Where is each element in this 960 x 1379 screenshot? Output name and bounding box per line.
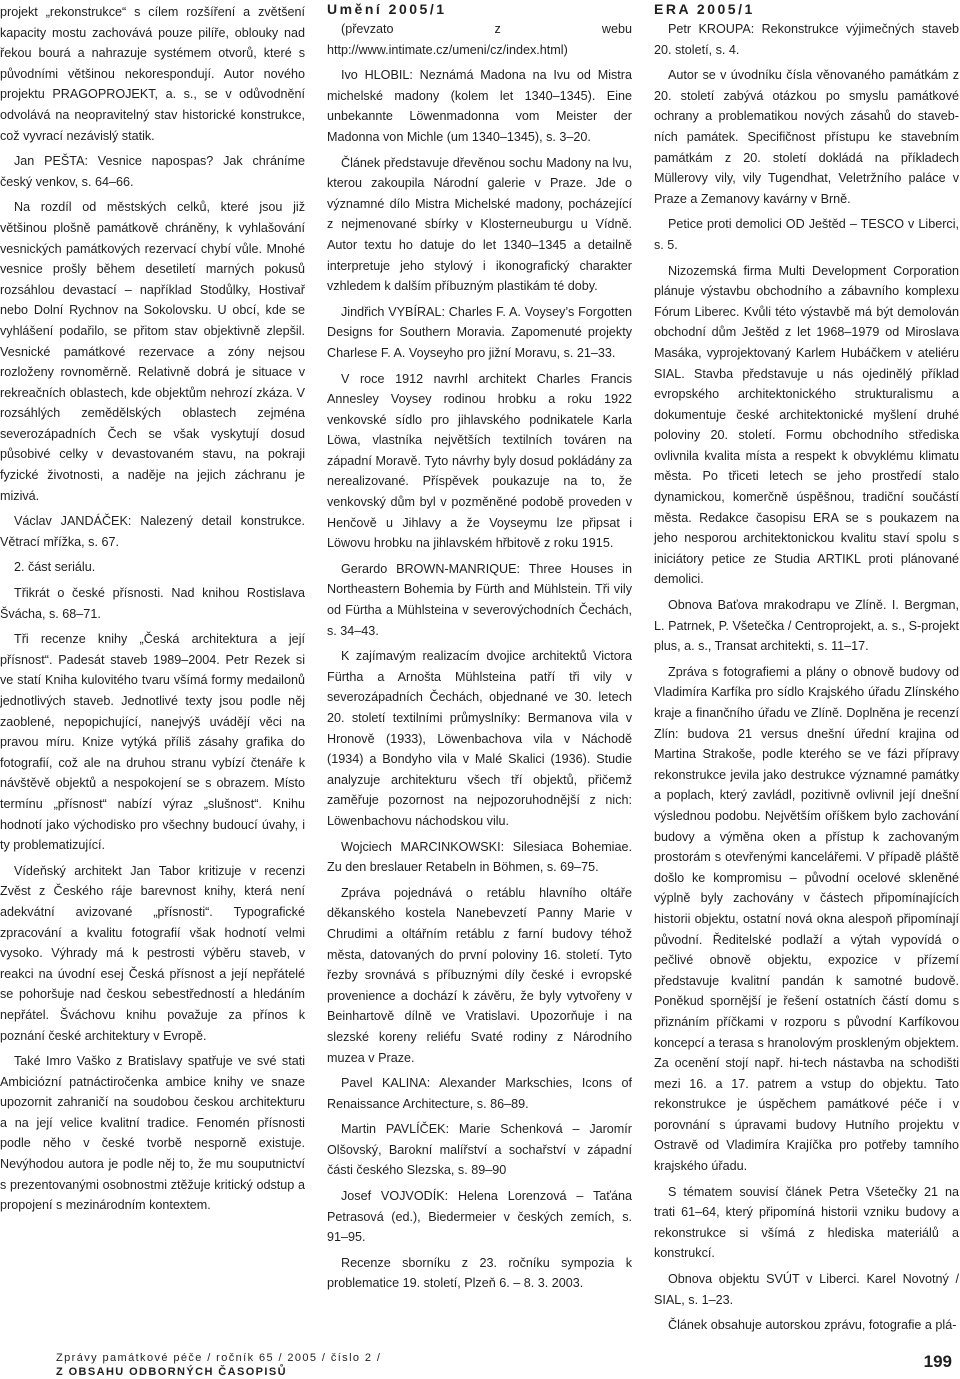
paragraph: Wojciech MARCINKOWSKI: Silesiaca Bohemiae. Zu den breslauer Retabeln in Böhmen, s. 69–75. bbox=[327, 839, 632, 875]
paragraph: 2. část seriálu. bbox=[14, 560, 96, 575]
footer-section-title: Z OBSAHU ODBORNÝCH ČASOPISŮ bbox=[56, 1366, 287, 1378]
paragraph: Autor se v úvodníku čísla věnovaného památkám z 20. století zabývá otázkou po smyslu památkové ochrany a problematikou nových zásahů do staveb-ních památek. Specifičnost přístupu ke stavebním památkám z 20. století dokládá na příkladech Müllerovy vily, vily Tugendhat, Veletržního paláce v Praze a Zemanovy kavárny v Brně. bbox=[654, 68, 959, 206]
paragraph: S tématem souvisí článek Petra Všetečky 21 na trati 61–64, který připomíná historii vzniku budovy a rekonstrukce si všímá z hlediska materiálů a konstrukcí. bbox=[654, 1184, 959, 1261]
section-heading-umeni: Umění 2005/1 bbox=[327, 1, 447, 17]
paragraph: Článek obsahuje autorskou zprávu, fotografie a plá- bbox=[668, 1318, 957, 1333]
paragraph: Pavel KALINA: Alexander Markschies, Icons of Renaissance Architecture, s. 86–89. bbox=[327, 1076, 632, 1111]
footer-journal-line: Zprávy památkové péče / ročník 65 / 2005 / číslo 2 / bbox=[56, 1352, 382, 1364]
paragraph: Josef VOJVODÍK: Helena Lorenzová – Taťána Petrasová (ed.), Biedermeier v českých zemích, s. 91–95. bbox=[327, 1189, 632, 1245]
paragraph: Jindřich VYBÍRAL: Charles F. A. Voysey’s Forgotten Designs for Southern Moravia. Zapomenuté projekty Charlese F. A. Voyseyho pro jižní Moravu, s. 21–33. bbox=[327, 304, 632, 360]
section-heading-era: ERA 2005/1 bbox=[654, 1, 755, 17]
paragraph: Petr KROUPA: Rekonstrukce výjimečných staveb 20. století, s. 4. bbox=[654, 22, 959, 57]
paragraph: Obnova Baťova mrakodrapu ve Zlíně. I. Bergman, L. Patrnek, P. Všetečka / Centroprojekt, a. s., S-projekt plus, a. s., Transat architekti, s. 11–17. bbox=[654, 598, 959, 654]
paragraph: Martin PAVLÍČEK: Marie Schenková – Jaromír Olšovský, Barokní malířství a sochařství v západní části českého Slezska, s. 89–90 bbox=[327, 1122, 632, 1178]
paragraph: Václav JANDÁČEK: Nalezený detail konstrukce. Větrací mřížka, s. 67. bbox=[0, 514, 305, 549]
column-3 bbox=[654, 0, 959, 1341]
paragraph: Ivo HLOBIL: Neznámá Madona na Ivu od Mistra michelské madony (kolem let 1340–1345). Eine unbekannte Löwenmadonna vom Meister der Madonna von Michle (um 1340–1345), s. 3–20. bbox=[327, 68, 632, 144]
column-2 bbox=[327, 0, 632, 1299]
paragraph: Petice proti demolici OD Ještěd – TESCO v Liberci, s. 5. bbox=[654, 217, 959, 252]
paragraph: Článek představuje dřevěnou sochu Madony na lvu, kterou zakoupila Národní galerie v Praze. Jde o významné dílo Mistra Michelské madony, pocházející z nejmenované sbírky v Klosterneuburgu u Vídně. Autor textu ho datuje do let 1340–1345 a detailně interpretuje jeho stylový i ikonografický charakter vzhledem k dalším příbuzným plastikám té doby. bbox=[327, 155, 632, 294]
paragraph: Také Imro Vaško z Bratislavy spatřuje ve své stati Ambiciózní patnáctiročenka ambice knihy ve snaze upozornit zahraničí na soudobou českou architekturu a na její velice kvalitní tradice. Fenomén přísnosti podle něho v české tvorbě nesporně existuje. Nevýhodou autora je podle něj to, že mu souputnictví s prezentovanými osobnostmi ztěžuje kritický odstup a propojení s mezinárodním kontextem. bbox=[0, 1054, 305, 1213]
paragraph: projekt „rekonstrukce“ s cílem rozšíření a zvětšení kapacity mostu zachovává pouze pilíře, oblouky nad řekou bourá a nahrazuje systémem otvorů, které s původními většinou nekorespondují. Autor nového projektu PRAGOPROJEKT, a. s., se v odůvodnění odvolává na neopravitelný stav historické konstrukce, což vyvrací nezávislý statik. bbox=[0, 5, 305, 143]
paragraph: Jan PEŠTA: Vesnice napospas? Jak chráníme český venkov, s. 64–66. bbox=[0, 154, 305, 189]
paragraph: Gerardo BROWN-MANRIQUE: Three Houses in Northeastern Bohemia by Fürth and Mühlstein. Tři vily od Fürtha a Mühlsteina v severovýchodních Čechách, s. 34–43. bbox=[327, 561, 632, 638]
paragraph: V roce 1912 navrhl architekt Charles Francis Annesley Voysey rodinou hrobku a roku 1922 venkovské sídlo pro jihlavského podnikatele Karla Löwa, vlastníka největších textilních továren na západní Moravě. Tyto návrhy byly dosud pokládány za nerealizované. Příspěvek poukazuje na to, že venkovský dům byl v pozměněné podobě proveden v Henčově u Jihlavy a že Voyseymu lze připsat i Löwovu hrobku na jihlavském hřbitově z roku 1915. bbox=[327, 371, 632, 551]
paragraph: Obnova objektu SVÚT v Liberci. Karel Novotný / SIAL, s. 1–23. bbox=[654, 1272, 959, 1307]
paragraph: Třikrát o české přísnosti. Nad knihou Rostislava Švácha, s. 68–71. bbox=[0, 586, 305, 621]
paragraph: Nizozemská firma Multi Development Corporation plánuje výstavbu obchodního a zábavního komplexu Fórum Liberec. Kvůli této výstavbě má být demolován obchodní dům Ještěd z let 1968–1979 od Miroslava Masáka, vyprojektovaný Karlem Hubáčkem v ateliéru SIAL. Stavba představuje u nás ojedinělý příklad evropského architektonického strukturalismu a dokumentuje české architektonické myšlení druhé poloviny 20. století. Formu obchodního střediska ovlivnila kvalita místa a respekt k obvyklému klimatu města. Po třiceti letech se jeho prostředí stalo dynamickou, komerčně úspěšnou, tradiční součástí města. Redakce časopisu ERA se s poukazem na jeho nesporou architektonickou kvalitu staví spolu s iniciátory petice ze Studia ARTIKL proti plánované demolici. bbox=[654, 263, 959, 587]
paragraph: Recenze sborníku z 23. ročníku sympozia k problematice 19. století, Plzeň 6. – 8. 3. 2003. bbox=[327, 1255, 632, 1291]
paragraph: Vídeňský architekt Jan Tabor kritizuje v recenzi Zvěst z Českého ráje barevnost knihy, která není adekvátní avizované „přísnosti“. Typografické zpracování a kvalitu fotografií však hodnotí velmi vysoko. Výhrady má k pestrosti výběru staveb, v reakci na úvodní esej Česká přísnost a její nepřátelé se pohoršuje nad českou sebestředností a hledáním nepřátel. Šváchovu knihu považuje za přínos k poznání české architektury v Evropě. bbox=[0, 863, 305, 1043]
column-1 bbox=[0, 2, 305, 1221]
paragraph: Zpráva pojednává o retáblu hlavního oltáře děkanského kostela Nanebevzetí Panny Marie v Chrudimi a oltářním retáblu z farní budovy téhož města, datovaných do první poloviny 16. století. Tyto řezby srovnává s příbuznými díly české i evropské provenience a dochází k závěru, že byly vytvořeny v Beinhartově dílně ve Vratislavi. Upozorňuje i na slezské koreny reliéfu Svaté rodiny z Národního muzea v Praze. bbox=[327, 885, 632, 1065]
paragraph: Na rozdíl od městských celků, které jsou již většinou plošně památkově chráněny, k vyhlašování vesnických památkových rezervací chybí vůle. Mnohé vesnice prošly během desetiletí marných pokusů rozsáhlou devastací – například Stodůlky, Hostivař nebo Dolní Rychnov na Sokolovsku. U obcí, kde se vyhlášení podařilo, se přitom stav objektivně zlepšil. Vesnické památkové rezervace a zóny nejsou rozloženy rovnoměrně. Relativně dobrá je situace v rekreačních oblastech, kde objektům nehrozí zkáza. V rozsáhlých zemědělských oblastech zejména severozápadních Čech se však vyskytují dosud působivé celky v devastovaném stavu, na pokraji fyzické životnosti, a naděje na jejich záchranu je mizivá. bbox=[0, 200, 305, 503]
paragraph: Tři recenze knihy „Česká architektura a její přísnost“. Padesát staveb 1989–2004. Petr Rezek si ve statí Kniha kulovitého tvaru všímá formy medailonů jednotlivých staveb. Jednotlivé texty jsou podle něj zaoblené, nepopichující, nanejvýš uvádějí věci na pravou míru. Knize vytýká příliš zásahy grafika do fotografií, což ale na druhou stranu vybízí čtenáře k návštěvě objektů a nespokojení se s obrazem. Místo termínu „přísnost“ nabízí výraz „slušnost“. Knihu hodnotí jako východisko pro všechny budoucí úvahy, i ty problematizující. bbox=[0, 632, 305, 853]
paragraph: (převzato z webu http://www.intimate.cz/umeni/cz/index.html) bbox=[327, 22, 632, 57]
paragraph: K zajímavým realizacím dvojice architektů Victora Fürtha a Arnošta Mühlsteina patří tři vily v severozápadních Čechách, objednané ve 30. letech 20. století textilními průmyslníky: Bermanova vila v Hronově (1933), Löwenbachova vila v Náchodě (1934) a Bondyho vila v Malé Skalici (1936). Studie analyzuje architekturu všech tří objektů, přičemž zaměřuje pozornost na nejpozoruhodnější z nich: Löwenbachovu náchodskou vilu. bbox=[327, 649, 632, 828]
paragraph: Zpráva s fotografiemi a plány o obnově budovy od Vladimíra Karfíka pro sídlo Krajského úřadu Zlínského kraje a finančního úřadu ve Zlíně. Doplněna je recenzí Zlín: budova 21 versus dnešní úřední krajina od Martina Strakoše, podle kterého se ve fázi přípravy rekonstrukce jevila jako destrukce významné památky a poplach, který zavládl, pozitivně ovlivnil její dnešní výslednou podobu. Největším oříškem bylo zachování budovy a výměna oken a přístup k zachovaným prostorám s otevřenými kancelářemi. V případě pláště došlo ke kompromisu – původní ocelové skleněné výplně byly zachovány v částech připomínajících historii objektu, ostatní nová okna alespoň připomínají původní. Ředitelské podlaží a výtah vypovídá o pečlivé obnově objektu, expozice v přízemí představuje kvalitní pandán k samotné budově. Poněkud spornější je řešení ostatních částí domu s přiznáním příčkami v rozporu s původní Karfíkovou koncepcí a terasa s hranolovým proskleným objektem. Za ocenění stojí např. hi-tech nástavba na schodišti mezi 16. a 17. patrem a vstup do objektu. Tato rekonstrukce je úspěchem památkové péče i v porovnání s úpravami budovy Hutního projektu v Ostravě od Vladimíra Krajíčka pro potřeby tamního krajského úřadu. bbox=[654, 664, 959, 1174]
page-number: 199 bbox=[923, 1352, 952, 1371]
